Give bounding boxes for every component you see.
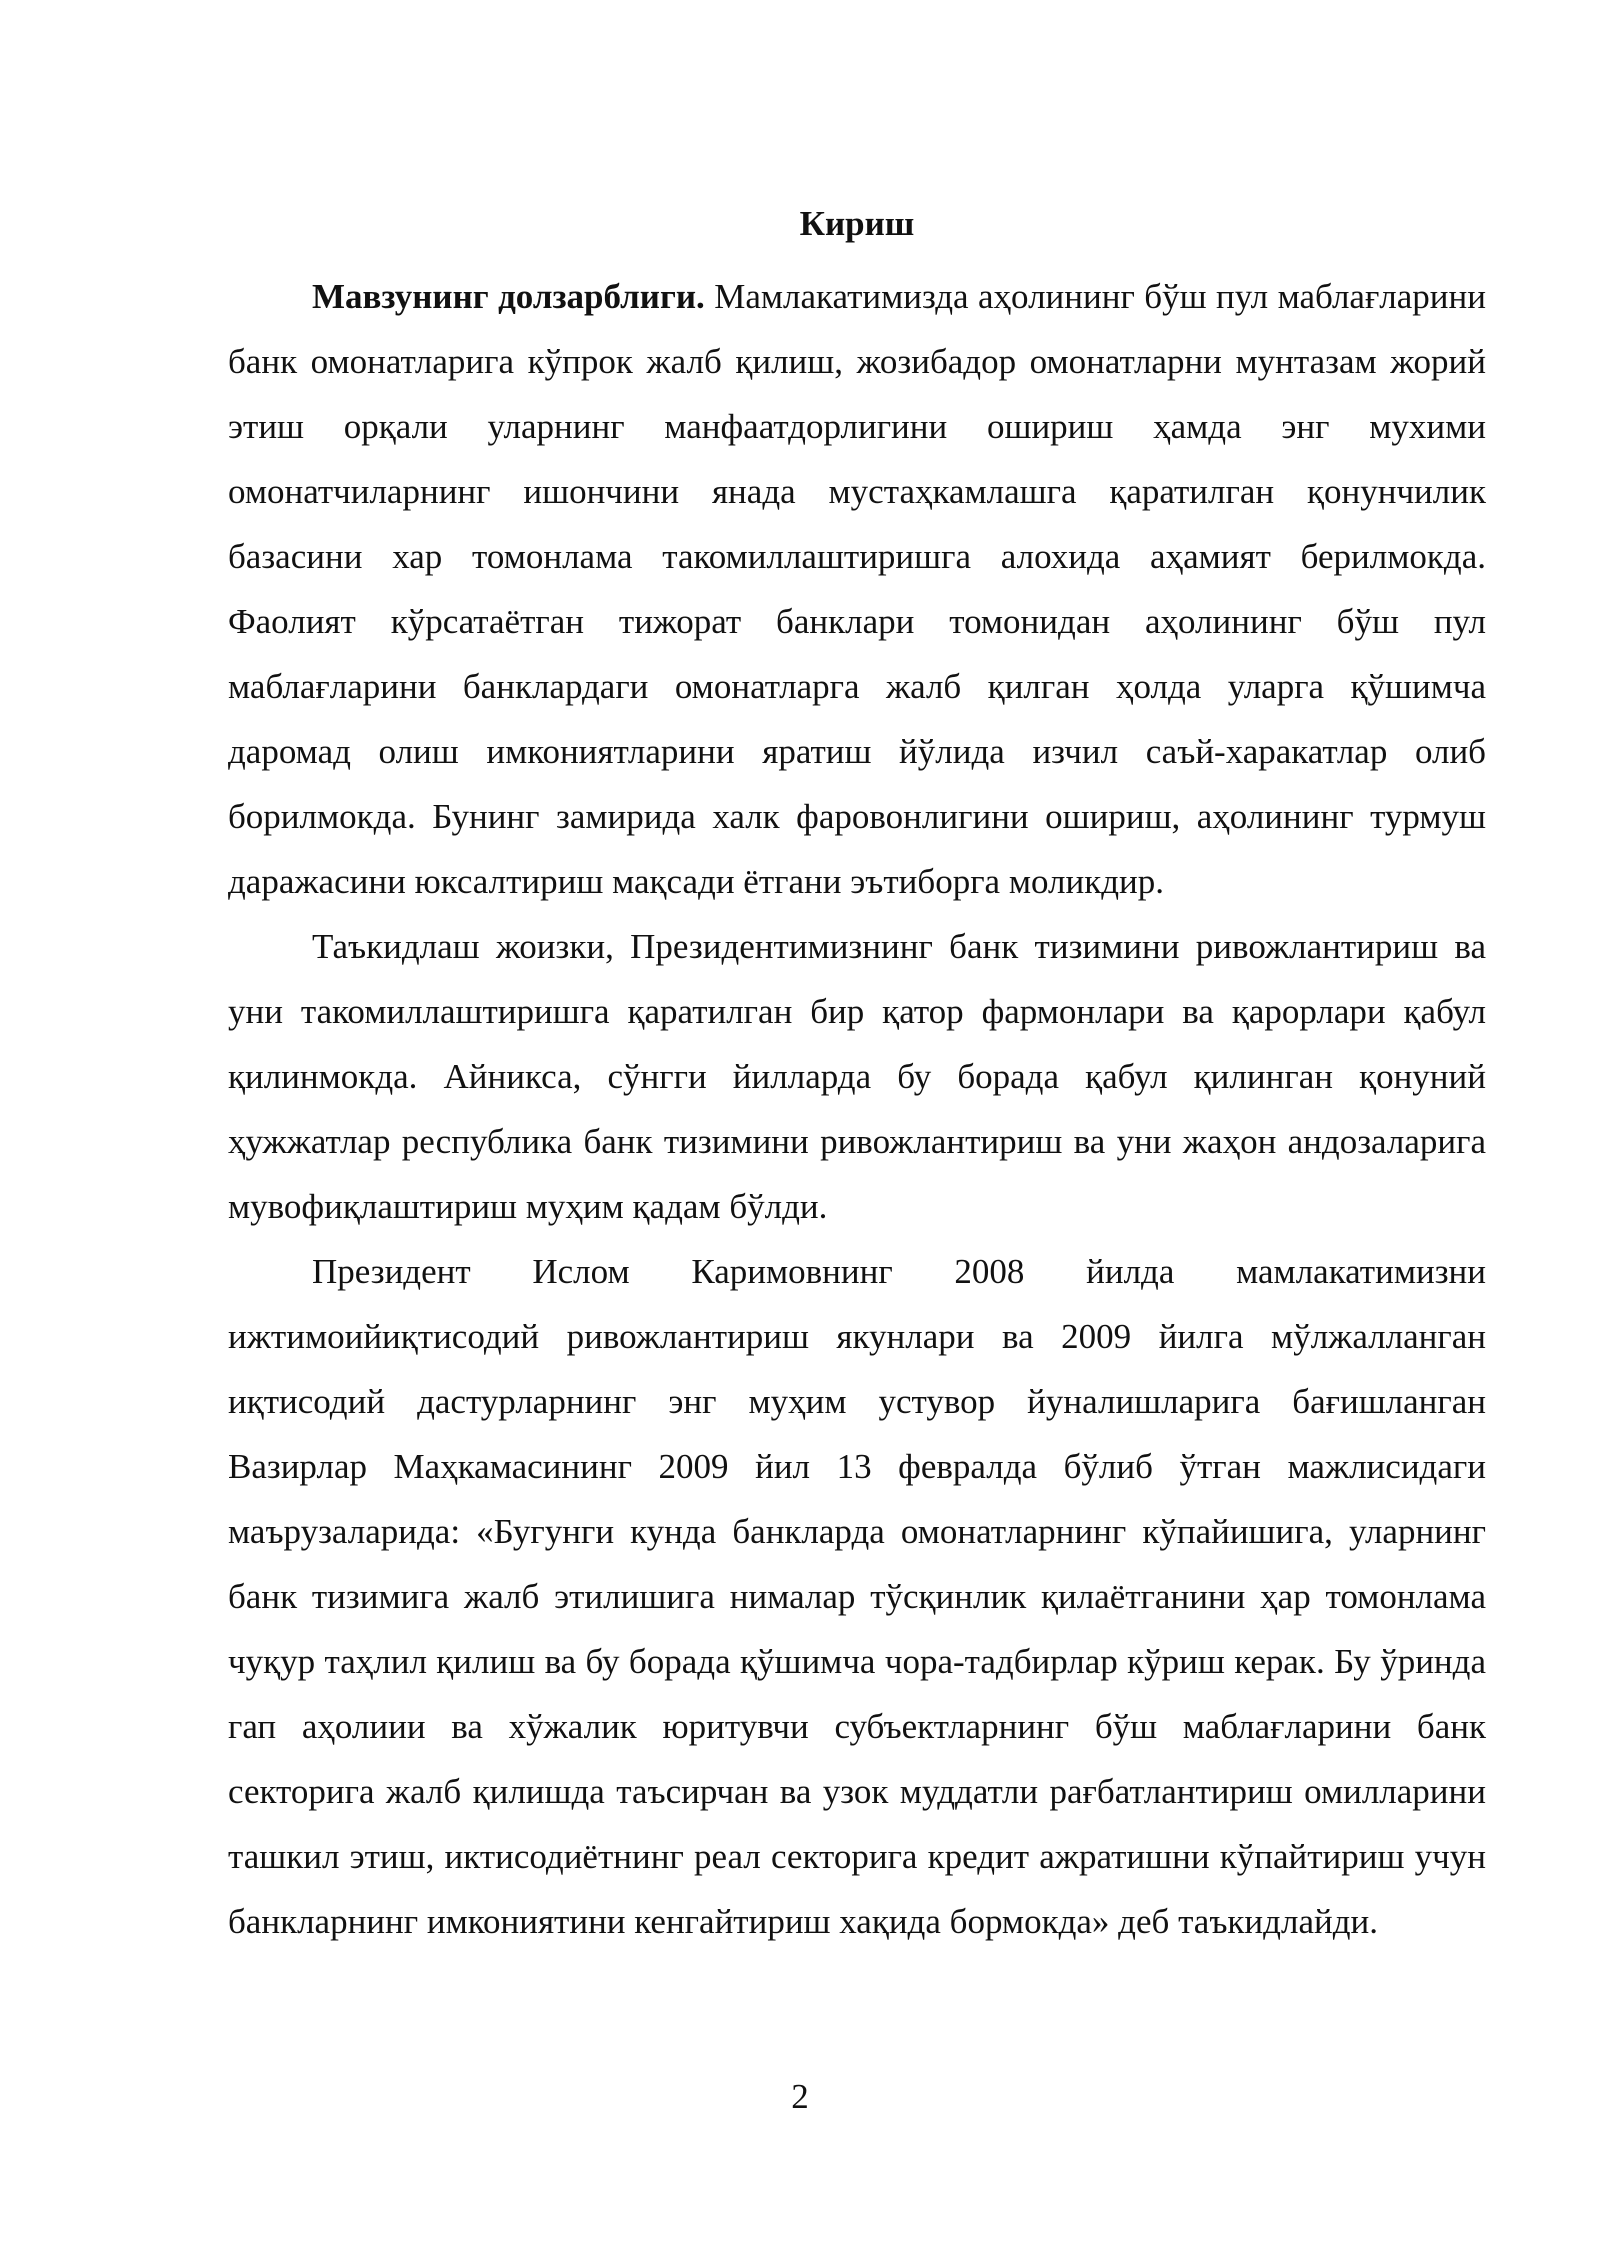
paragraph-president-quote: Президент Ислом Каримовнинг 2008 йилда мамлакатимизни ижтимоийиқтисодий ривожлантириш якунлари ва 2009 йилга мўлжалланган иқтисодий дастурларнинг энг муҳим устувор йуналишларига бағишланган Вазирлар Маҳкамасининг 2009 йил 13 февралда бўлиб ўтган мажлисидаги маърузаларида: «Бугунги кунда банкларда омонатларнинг кўпайишига, уларнинг банк тизимига жалб этилишига нималар тўсқинлик қилаётганини ҳар томонлама чуқур таҳлил қилиш ва бу борада қўшимча чора-тадбирлар кўриш керак. Бу ўринда гап аҳолиии ва хўжалик юритувчи субъектларнинг бўш маблағларини банк секторига жалб қилишда таъсирчан ва узок муддатли рағбатлантириш омилларини ташкил этиш, иктисодиётнинг реал секторига кредит ажратишни кўпайтириш учун банкларнинг имкониятини кенгайтириш хақида бормокда» деб таъкидлайди. <box>228 1252 1486 1941</box>
paragraph-decrees: Таъкидлаш жоизки, Президентимизнинг банк тизимини ривожлантириш ва уни такомиллаштиришга қаратилган бир қатор фармонлари ва қарорлари қабул қилинмокда. Айникса, сўнгги йилларда бу борада қабул қилинган қонуний ҳужжатлар республика банк тизимини ривожлантириш ва уни жаҳон андозаларига мувофиқлаштириш муҳим қадам бўлди. <box>228 927 1486 1226</box>
paragraph-lead: Мавзунинг долзарблиги. <box>312 277 705 316</box>
document-title: Кириш <box>799 204 915 243</box>
document-page <box>228 200 1486 1954</box>
paragraph-relevance <box>228 264 1486 914</box>
page-number: 2 <box>791 2077 809 2116</box>
paragraph-text: Мамлакатимизда аҳолининг бўш пул маблағларини банк омонатларига кўпрок жалб қилиш, жозибадор омонатларни мунтазам жорий этиш орқали уларнинг манфаатдорлигини ошириш ҳамда энг мухими омонатчиларнинг ишончини янада мустаҳкамлашга қаратилган қонунчилик базасини хар томонлама такомиллаштиришга алохида аҳамият берилмокда. Фаолият кўрсатаётган тижорат банклари томонидан аҳолининг бўш пул маблағларини банклардаги омонатларга жалб қилган ҳолда уларга қўшимча даромад олиш имкониятларини яратиш йўлида изчил саъй-харакатлар олиб борилмокда. Бунинг замирида халк фаровонлигини ошириш, аҳолининг турмуш даражасини юксалтириш мақсади ётгани эътиборга моликдир. <box>228 277 1487 901</box>
